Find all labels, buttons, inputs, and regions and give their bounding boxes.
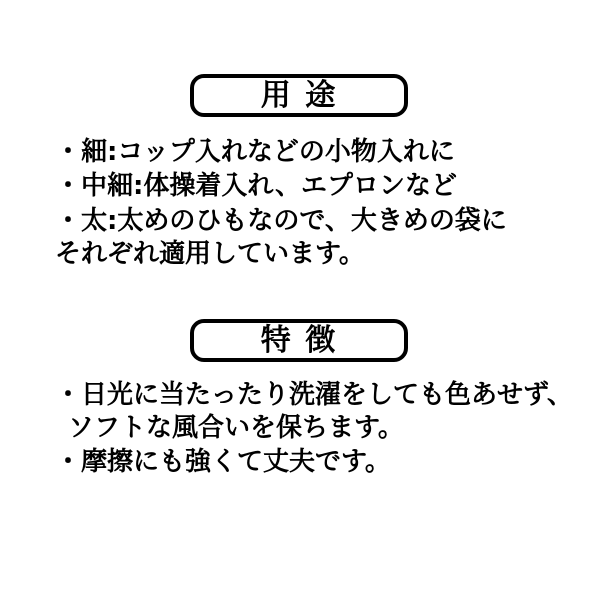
usage-bullet-line-thin: ・細:コップ入れなどの小物入れに [55,137,455,167]
section-header-feature [190,319,408,362]
usage-bullet-line-thick: ・太:太めのひもなので、大きめの袋に [55,206,507,236]
feature-bullet-line-colorfast: ・日光に当たったり洗濯をしても色あせず、 [55,380,573,410]
feature-continuation-line-soft: ソフトな風合いを保ちます。 [68,413,404,443]
section-header-usage [190,74,408,117]
feature-bullet-line-durable: ・摩擦にも強くて丈夫です。 [55,447,391,477]
usage-bullet-line-medium: ・中細:体操着入れ、エプロンなど [55,171,457,201]
usage-note-line: それぞれ適用しています。 [55,239,365,269]
section-title-usage: 用 途 [260,77,338,113]
section-title-feature: 特 徴 [260,322,338,358]
